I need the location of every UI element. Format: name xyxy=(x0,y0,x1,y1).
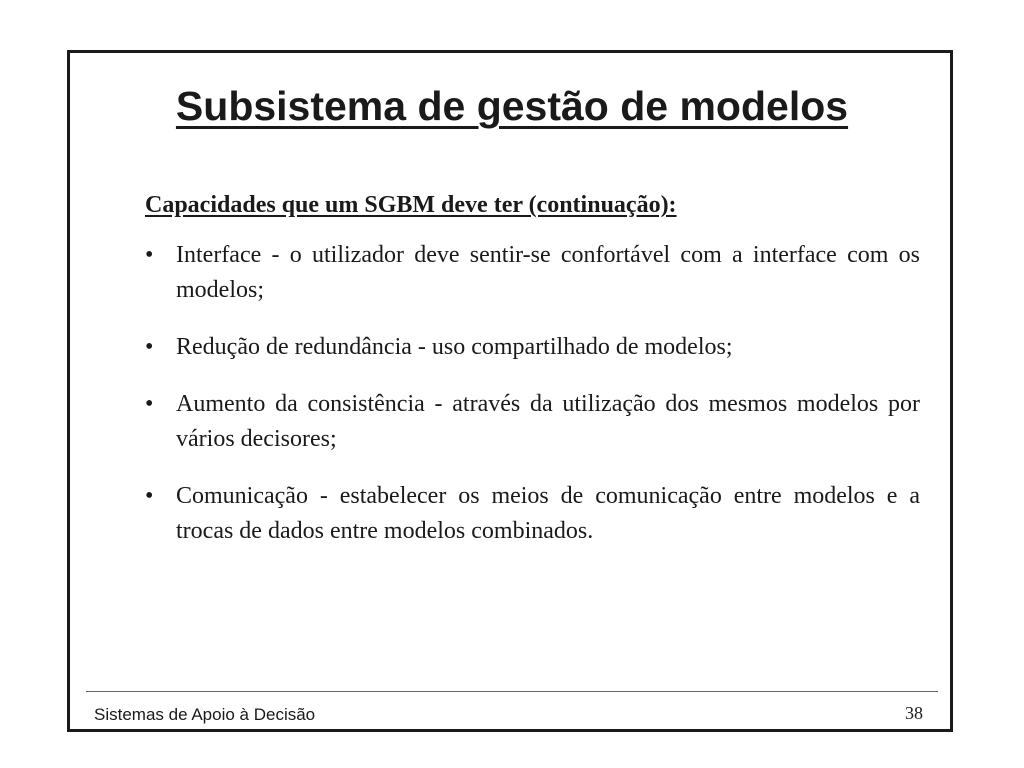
bullet-text: Aumento da consistência - através da utilização dos mesmos modelos por vários decisores; xyxy=(176,391,920,452)
bullet-text: Redução de redundância - uso compartilhado de modelos; xyxy=(176,334,733,360)
footer-divider xyxy=(86,691,938,692)
bullet-dot-icon: • xyxy=(145,334,154,360)
bullet-list xyxy=(145,238,920,549)
bullet-item xyxy=(145,479,920,549)
bullet-text: Interface - o utilizador deve sentir-se confortável com a interface com os modelos; xyxy=(176,242,920,303)
bullet-text: Comunicação - estabelecer os meios de comunicação entre modelos e a trocas de dados entre modelos combinados. xyxy=(176,483,920,544)
bullet-item xyxy=(145,238,920,308)
bullet-dot-icon: • xyxy=(145,483,154,509)
content-subheading: Capacidades que um SGBM deve ter (continuação): xyxy=(145,192,677,218)
footer-course-name: Sistemas de Apoio à Decisão xyxy=(94,705,316,724)
slide-title: Subsistema de gestão de modelos xyxy=(175,83,849,129)
bullet-dot-icon: • xyxy=(145,242,154,268)
footer-page-number: 38 xyxy=(905,703,923,723)
slide-content xyxy=(145,190,920,571)
bullet-item xyxy=(145,330,920,365)
bullet-dot-icon: • xyxy=(145,391,154,417)
bullet-item xyxy=(145,387,920,457)
